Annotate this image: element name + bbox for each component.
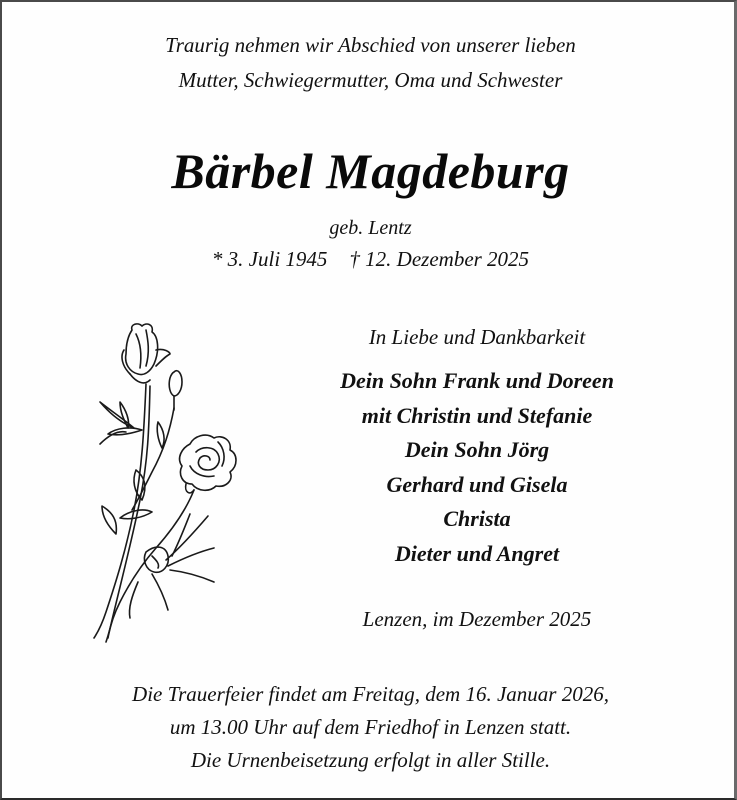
mourner-line: Dein Sohn Frank und Doreen [340, 368, 614, 393]
place-date: Lenzen, im Dezember 2025 [362, 607, 592, 631]
closing-phrase: In Liebe und Dankbarkeit [368, 325, 586, 349]
birth-date: * 3. Juli 1945 [211, 247, 328, 271]
intro-text [2, 28, 737, 98]
maiden-name: geb. Lentz [329, 217, 412, 239]
mourners-list [302, 364, 652, 571]
mourner-line: Gerhard und Gisela [386, 471, 568, 497]
life-dates [2, 244, 737, 274]
deceased-name: Bärbel Magdeburg [171, 143, 570, 199]
funeral-info [2, 678, 737, 777]
mourner-line: Christa [443, 506, 511, 531]
funeral-line: um 13.00 Uhr auf dem Friedhof in Lenzen statt. [169, 715, 572, 739]
death-date: † 12. Dezember 2025 [349, 247, 530, 271]
mourner-line: mit Christin und Stefanie [361, 402, 593, 428]
funeral-line: Die Urnenbeisetzung erfolgt in aller Stille. [190, 748, 551, 772]
intro-line: Mutter, Schwiegermutter, Oma und Schwester [178, 68, 563, 92]
mourner-line: Dieter und Angret [394, 540, 560, 566]
rose-drawing-icon [86, 320, 242, 646]
funeral-line: Die Trauerfeier findet am Freitag, dem 16. Januar 2026, [132, 682, 609, 706]
mourner-line: Dein Sohn Jörg [404, 437, 550, 462]
intro-line: Traurig nehmen wir Abschied von unserer lieben [165, 33, 576, 57]
